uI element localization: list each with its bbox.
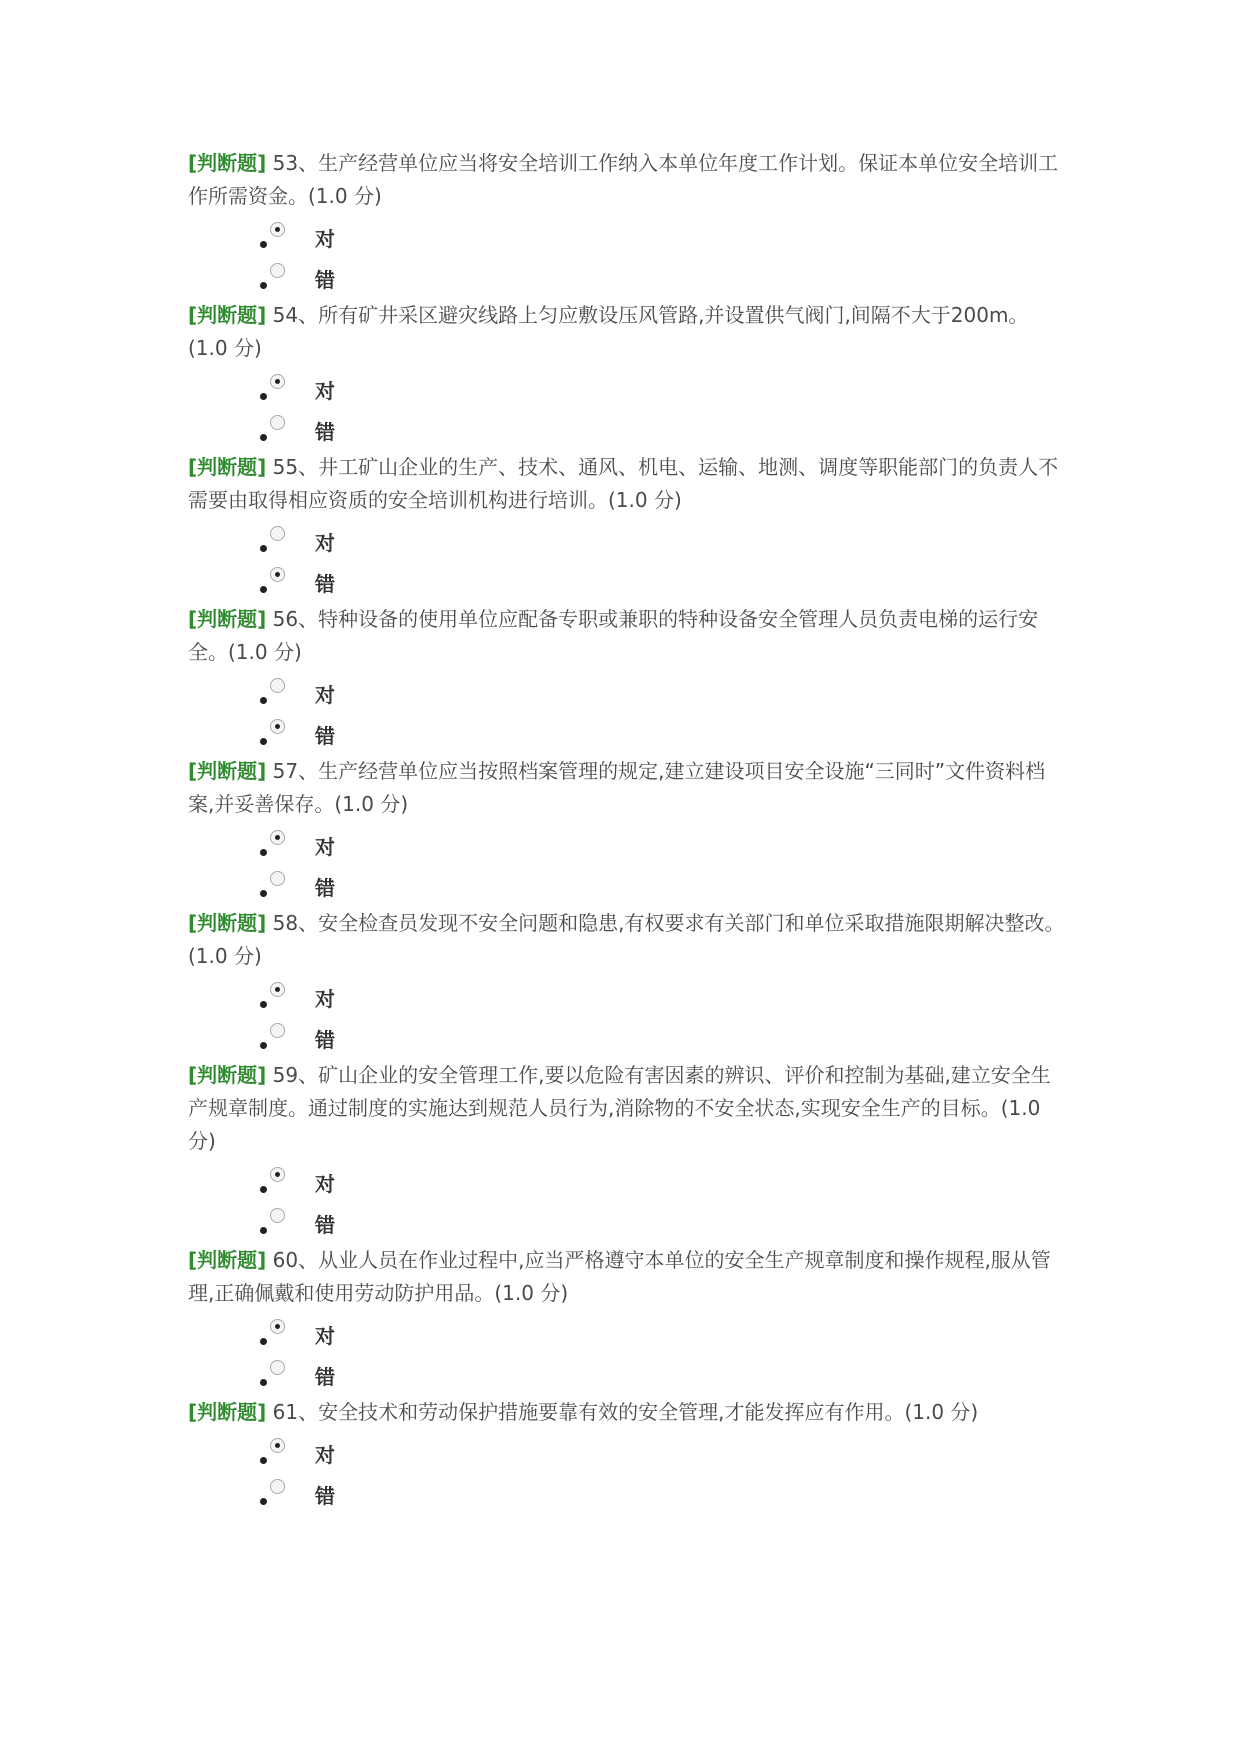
answer-options	[188, 825, 1068, 907]
answer-options	[188, 369, 1068, 451]
answer-option-label: 错	[315, 268, 335, 292]
answer-options	[188, 977, 1068, 1059]
radio-button-checked[interactable]	[270, 1167, 285, 1182]
question-body: 57、生产经营单位应当按照档案管理的规定,建立建设项目安全设施“三同时”文件资料档案,并妥善保存。(1.0 分)	[188, 759, 1046, 816]
answer-option[interactable]	[260, 825, 1068, 866]
answer-option-label: 对	[315, 379, 335, 403]
answer-option[interactable]	[260, 1433, 1068, 1474]
answer-option[interactable]	[260, 1474, 1068, 1515]
question-list	[188, 147, 1068, 1515]
answer-option[interactable]	[260, 866, 1068, 907]
bullet-icon	[260, 393, 267, 400]
radio-button-unchecked[interactable]	[270, 871, 285, 886]
bullet-icon	[260, 1379, 267, 1386]
answer-option-label: 对	[315, 227, 335, 251]
answer-option-label: 错	[315, 1365, 335, 1389]
answer-option[interactable]	[260, 369, 1068, 410]
answer-option-label: 错	[315, 572, 335, 596]
answer-option[interactable]	[260, 217, 1068, 258]
radio-button-checked[interactable]	[270, 1319, 285, 1334]
radio-button-unchecked[interactable]	[270, 526, 285, 541]
radio-button-checked[interactable]	[270, 567, 285, 582]
question-item	[188, 1396, 1068, 1515]
answer-option[interactable]	[260, 410, 1068, 451]
answer-option-label: 对	[315, 835, 335, 859]
radio-button-checked[interactable]	[270, 982, 285, 997]
bullet-icon	[260, 434, 267, 441]
question-type-label: [判断题]	[188, 607, 267, 631]
answer-option[interactable]	[260, 673, 1068, 714]
answer-option-label: 对	[315, 1324, 335, 1348]
bullet-icon	[260, 586, 267, 593]
answer-option[interactable]	[260, 1018, 1068, 1059]
radio-button-checked[interactable]	[270, 222, 285, 237]
radio-button-unchecked[interactable]	[270, 263, 285, 278]
radio-button-unchecked[interactable]	[270, 415, 285, 430]
answer-option[interactable]	[260, 1162, 1068, 1203]
question-type-label: [判断题]	[188, 455, 267, 479]
question-body: 58、安全检查员发现不安全问题和隐患,有权要求有关部门和单位采取措施限期解决整改。(1.0 分)	[188, 911, 1065, 968]
radio-button-unchecked[interactable]	[270, 1360, 285, 1375]
answer-option-label: 对	[315, 987, 335, 1011]
answer-option[interactable]	[260, 1314, 1068, 1355]
question-item	[188, 1244, 1068, 1396]
answer-options	[188, 1433, 1068, 1515]
answer-option[interactable]	[260, 258, 1068, 299]
question-item	[188, 603, 1068, 755]
question-text	[188, 1396, 1068, 1429]
radio-button-unchecked[interactable]	[270, 1208, 285, 1223]
radio-button-unchecked[interactable]	[270, 678, 285, 693]
answer-option-label: 对	[315, 1443, 335, 1467]
bullet-icon	[260, 697, 267, 704]
question-body: 55、井工矿山企业的生产、技术、通风、机电、运输、地测、调度等职能部门的负责人不需要由取得相应资质的安全培训机构进行培训。(1.0 分)	[188, 455, 1059, 512]
question-type-label: [判断题]	[188, 1063, 267, 1087]
question-body: 53、生产经营单位应当将安全培训工作纳入本单位年度工作计划。保证本单位安全培训工作所需资金。(1.0 分)	[188, 151, 1059, 208]
answer-option-label: 错	[315, 876, 335, 900]
answer-option-label: 错	[315, 724, 335, 748]
bullet-icon	[260, 1498, 267, 1505]
answer-option-label: 错	[315, 1028, 335, 1052]
answer-option-label: 对	[315, 531, 335, 555]
answer-option[interactable]	[260, 1355, 1068, 1396]
question-item	[188, 907, 1068, 1059]
question-item	[188, 451, 1068, 603]
question-body: 54、所有矿井采区避灾线路上匀应敷设压风管路,并设置供气阀门,间隔不大于200m。(1.0 分)	[188, 303, 1029, 360]
answer-options	[188, 521, 1068, 603]
question-type-label: [判断题]	[188, 303, 267, 327]
question-item	[188, 299, 1068, 451]
answer-options	[188, 217, 1068, 299]
question-item	[188, 1059, 1068, 1244]
question-type-label: [判断题]	[188, 1400, 267, 1424]
question-body: 61、安全技术和劳动保护措施要靠有效的安全管理,才能发挥应有作用。(1.0 分)	[266, 1400, 979, 1424]
answer-option[interactable]	[260, 1203, 1068, 1244]
bullet-icon	[260, 890, 267, 897]
question-text	[188, 147, 1068, 213]
question-item	[188, 755, 1068, 907]
question-body: 56、特种设备的使用单位应配备专职或兼职的特种设备安全管理人员负责电梯的运行安全。(1.0 分)	[188, 607, 1039, 664]
radio-button-checked[interactable]	[270, 374, 285, 389]
answer-option-label: 对	[315, 683, 335, 707]
radio-button-unchecked[interactable]	[270, 1023, 285, 1038]
question-text	[188, 1244, 1068, 1310]
bullet-icon	[260, 1338, 267, 1345]
answer-option[interactable]	[260, 977, 1068, 1018]
radio-button-unchecked[interactable]	[270, 1479, 285, 1494]
question-body: 59、矿山企业的安全管理工作,要以危险有害因素的辨识、评价和控制为基础,建立安全生产规章制度。通过制度的实施达到规范人员行为,消除物的不安全状态,实现安全生产的目标。(1.0 分)	[188, 1063, 1051, 1153]
bullet-icon	[260, 1227, 267, 1234]
answer-option-label: 对	[315, 1172, 335, 1196]
radio-button-checked[interactable]	[270, 830, 285, 845]
bullet-icon	[260, 282, 267, 289]
question-text	[188, 299, 1068, 365]
question-item	[188, 147, 1068, 299]
answer-options	[188, 1314, 1068, 1396]
answer-options	[188, 673, 1068, 755]
answer-option[interactable]	[260, 562, 1068, 603]
question-text	[188, 907, 1068, 973]
answer-option-label: 错	[315, 420, 335, 444]
bullet-icon	[260, 849, 267, 856]
answer-option[interactable]	[260, 521, 1068, 562]
question-type-label: [判断题]	[188, 759, 267, 783]
answer-option[interactable]	[260, 714, 1068, 755]
bullet-icon	[260, 1042, 267, 1049]
radio-button-checked[interactable]	[270, 719, 285, 734]
bullet-icon	[260, 545, 267, 552]
answer-options	[188, 1162, 1068, 1244]
question-text	[188, 1059, 1068, 1158]
question-text	[188, 603, 1068, 669]
answer-option-label: 错	[315, 1213, 335, 1237]
question-text	[188, 755, 1068, 821]
question-text	[188, 451, 1068, 517]
answer-option-label: 错	[315, 1484, 335, 1508]
bullet-icon	[260, 241, 267, 248]
question-type-label: [判断题]	[188, 1248, 267, 1272]
bullet-icon	[260, 1457, 267, 1464]
question-type-label: [判断题]	[188, 911, 267, 935]
bullet-icon	[260, 738, 267, 745]
question-body: 60、从业人员在作业过程中,应当严格遵守本单位的安全生产规章制度和操作规程,服从管理,正确佩戴和使用劳动防护用品。(1.0 分)	[188, 1248, 1051, 1305]
bullet-icon	[260, 1186, 267, 1193]
question-type-label: [判断题]	[188, 151, 267, 175]
radio-button-checked[interactable]	[270, 1438, 285, 1453]
bullet-icon	[260, 1001, 267, 1008]
